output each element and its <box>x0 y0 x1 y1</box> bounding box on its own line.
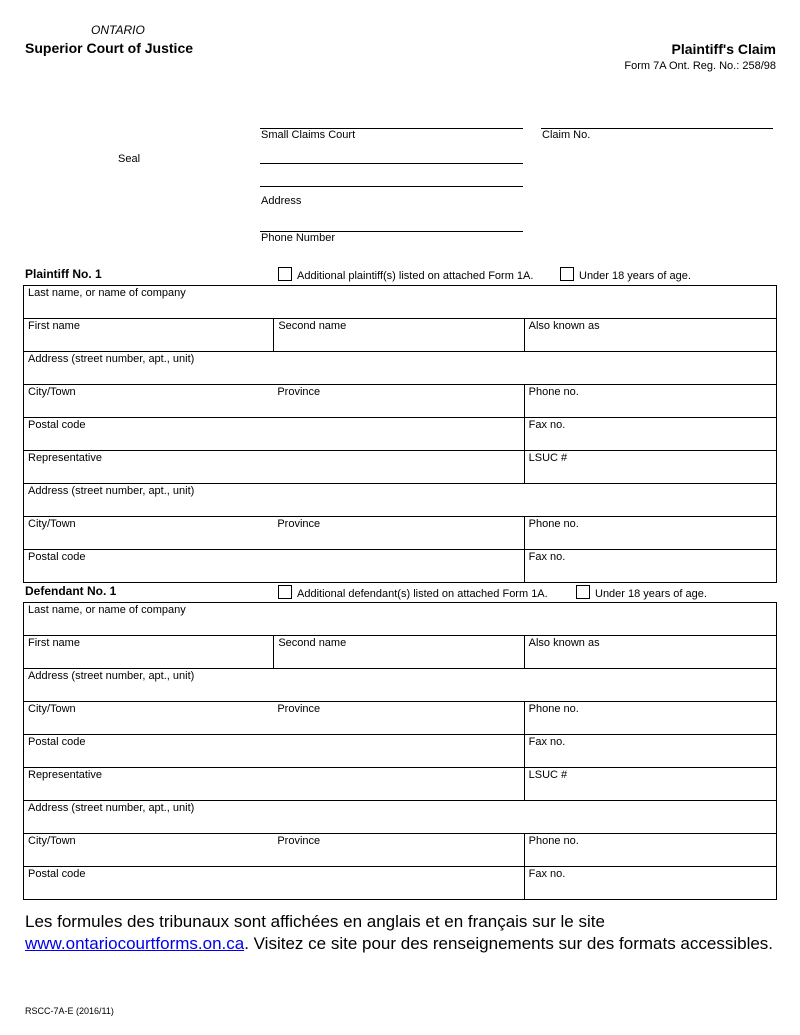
field-label: Last name, or name of company <box>28 604 186 616</box>
defendant-rep-fax-field[interactable] <box>524 867 776 899</box>
field-label: Postal code <box>28 419 86 431</box>
plaintiff-rep-fax-field[interactable] <box>524 550 776 582</box>
field-label: Province <box>277 835 321 847</box>
plaintiff-city-field[interactable] <box>24 385 273 417</box>
plaintiff-fax-field[interactable] <box>524 418 776 450</box>
plaintiff-province-field[interactable] <box>273 385 523 417</box>
table-row <box>24 286 776 318</box>
defendant-rep-city-field[interactable] <box>24 834 273 866</box>
plaintiff-rep-phone-field[interactable] <box>524 517 776 549</box>
table-row <box>24 635 776 668</box>
address-line-2[interactable] <box>260 186 523 187</box>
field-label: City/Town <box>28 703 76 715</box>
field-label: Representative <box>28 452 102 464</box>
plaintiff-rep-address-field[interactable] <box>24 484 776 516</box>
defendant-rep-phone-field[interactable] <box>524 834 776 866</box>
small-claims-court-label: Small Claims Court <box>261 129 356 141</box>
field-label: Phone no. <box>528 703 579 715</box>
table-row <box>24 701 776 734</box>
field-label: Address (street number, apt., unit) <box>28 353 195 365</box>
plaintiff-last-name-field[interactable] <box>24 286 776 318</box>
field-label: City/Town <box>28 518 76 530</box>
field-label: Address (street number, apt., unit) <box>28 485 195 497</box>
plaintiff-rep-city-field[interactable] <box>24 517 273 549</box>
field-label: Fax no. <box>528 551 566 563</box>
table-row <box>24 866 776 899</box>
defendant-under18-checkbox[interactable] <box>576 585 590 599</box>
notice-text-before: Les formules des tribunaux sont affichées en anglais et en français sur le site <box>25 912 605 931</box>
form-code: RSCC-7A-E (2016/11) <box>25 1006 114 1016</box>
form-title: Plaintiff's Claim <box>671 41 776 57</box>
plaintiff-address-field[interactable] <box>24 352 776 384</box>
notice-text-after: . Visitez ce site pour des renseignements sur des formats accessibles. <box>244 934 774 953</box>
plaintiff-postal-field[interactable] <box>24 418 524 450</box>
plaintiff-additional-option[interactable] <box>278 267 533 282</box>
field-label: Phone no. <box>528 386 579 398</box>
plaintiff-lsuc-field[interactable] <box>524 451 776 483</box>
field-label: First name <box>28 637 80 649</box>
defendant-under18-label: Under 18 years of age. <box>595 588 707 600</box>
plaintiff-table <box>23 285 777 583</box>
field-label: Postal code <box>28 551 86 563</box>
field-label: Fax no. <box>528 419 566 431</box>
table-row <box>24 318 776 351</box>
province-label: ONTARIO <box>91 23 145 37</box>
field-label: City/Town <box>28 386 76 398</box>
table-row <box>24 767 776 800</box>
field-label: Also known as <box>528 320 600 332</box>
field-label: City/Town <box>28 835 76 847</box>
field-label: LSUC # <box>528 452 568 464</box>
field-label: Fax no. <box>528 868 566 880</box>
plaintiff-rep-postal-field[interactable] <box>24 550 524 582</box>
form-number: Form 7A Ont. Reg. No.: 258/98 <box>624 60 776 72</box>
defendant-lsuc-field[interactable] <box>524 768 776 800</box>
plaintiff-under18-checkbox[interactable] <box>560 267 574 281</box>
table-row <box>24 351 776 384</box>
plaintiff-additional-checkbox[interactable] <box>278 267 292 281</box>
defendant-additional-label: Additional defendant(s) listed on attached Form 1A. <box>297 588 548 600</box>
field-label: Province <box>277 518 321 530</box>
table-row <box>24 483 776 516</box>
plaintiff-phone-field[interactable] <box>524 385 776 417</box>
defendant-first-name-field[interactable] <box>24 636 273 668</box>
table-row <box>24 549 776 582</box>
phone-number-label: Phone Number <box>261 232 335 244</box>
defendant-section-title: Defendant No. 1 <box>25 584 117 598</box>
plaintiff-under18-option[interactable] <box>560 267 691 282</box>
field-label: Province <box>277 703 321 715</box>
defendant-additional-option[interactable] <box>278 585 548 600</box>
defendant-representative-field[interactable] <box>24 768 524 800</box>
plaintiff-second-name-field[interactable] <box>273 319 523 351</box>
defendant-rep-province-field[interactable] <box>273 834 523 866</box>
plaintiff-first-name-field[interactable] <box>24 319 273 351</box>
field-label: Second name <box>278 637 347 649</box>
plaintiff-under18-label: Under 18 years of age. <box>579 270 691 282</box>
field-label: Address (street number, apt., unit) <box>28 802 195 814</box>
plaintiff-aka-field[interactable] <box>524 319 776 351</box>
plaintiff-rep-province-field[interactable] <box>273 517 523 549</box>
ontario-court-forms-link[interactable]: www.ontariocourtforms.on.ca <box>25 934 245 953</box>
table-row <box>24 668 776 701</box>
field-label: Province <box>277 386 321 398</box>
defendant-address-field[interactable] <box>24 669 776 701</box>
field-label: First name <box>28 320 80 332</box>
plaintiff-section-title: Plaintiff No. 1 <box>25 267 102 281</box>
court-name: Superior Court of Justice <box>25 40 194 56</box>
table-row <box>24 603 776 635</box>
field-label: Phone no. <box>528 835 579 847</box>
field-label: Address (street number, apt., unit) <box>28 670 195 682</box>
defendant-fax-field[interactable] <box>524 735 776 767</box>
field-label: Representative <box>28 769 102 781</box>
address-line-1[interactable] <box>260 163 523 164</box>
table-row <box>24 516 776 549</box>
table-row <box>24 833 776 866</box>
table-row <box>24 417 776 450</box>
defendant-city-field[interactable] <box>24 702 273 734</box>
defendant-postal-field[interactable] <box>24 735 524 767</box>
table-row <box>24 800 776 833</box>
address-label: Address <box>261 195 302 207</box>
defendant-additional-checkbox[interactable] <box>278 585 292 599</box>
defendant-rep-address-field[interactable] <box>24 801 776 833</box>
defendant-rep-postal-field[interactable] <box>24 867 524 899</box>
field-label: Also known as <box>528 637 600 649</box>
field-label: Last name, or name of company <box>28 287 186 299</box>
field-label: LSUC # <box>528 769 568 781</box>
field-label: Fax no. <box>528 736 566 748</box>
table-row <box>24 384 776 417</box>
field-label: Phone no. <box>528 518 579 530</box>
field-label: Postal code <box>28 736 86 748</box>
defendant-phone-field[interactable] <box>524 702 776 734</box>
defendant-last-name-field[interactable] <box>24 603 776 635</box>
defendant-aka-field[interactable] <box>524 636 776 668</box>
table-row <box>24 734 776 767</box>
defendant-second-name-field[interactable] <box>273 636 523 668</box>
field-label: Postal code <box>28 868 86 880</box>
plaintiff-additional-label: Additional plaintiff(s) listed on attached Form 1A. <box>297 270 534 282</box>
defendant-province-field[interactable] <box>273 702 523 734</box>
claim-no-label: Claim No. <box>542 129 591 141</box>
table-row <box>24 450 776 483</box>
field-label: Second name <box>278 320 347 332</box>
plaintiff-representative-field[interactable] <box>24 451 524 483</box>
defendant-under18-option[interactable] <box>576 585 707 600</box>
language-notice <box>25 911 775 955</box>
defendant-table <box>23 602 777 900</box>
seal-label: Seal <box>118 153 141 165</box>
